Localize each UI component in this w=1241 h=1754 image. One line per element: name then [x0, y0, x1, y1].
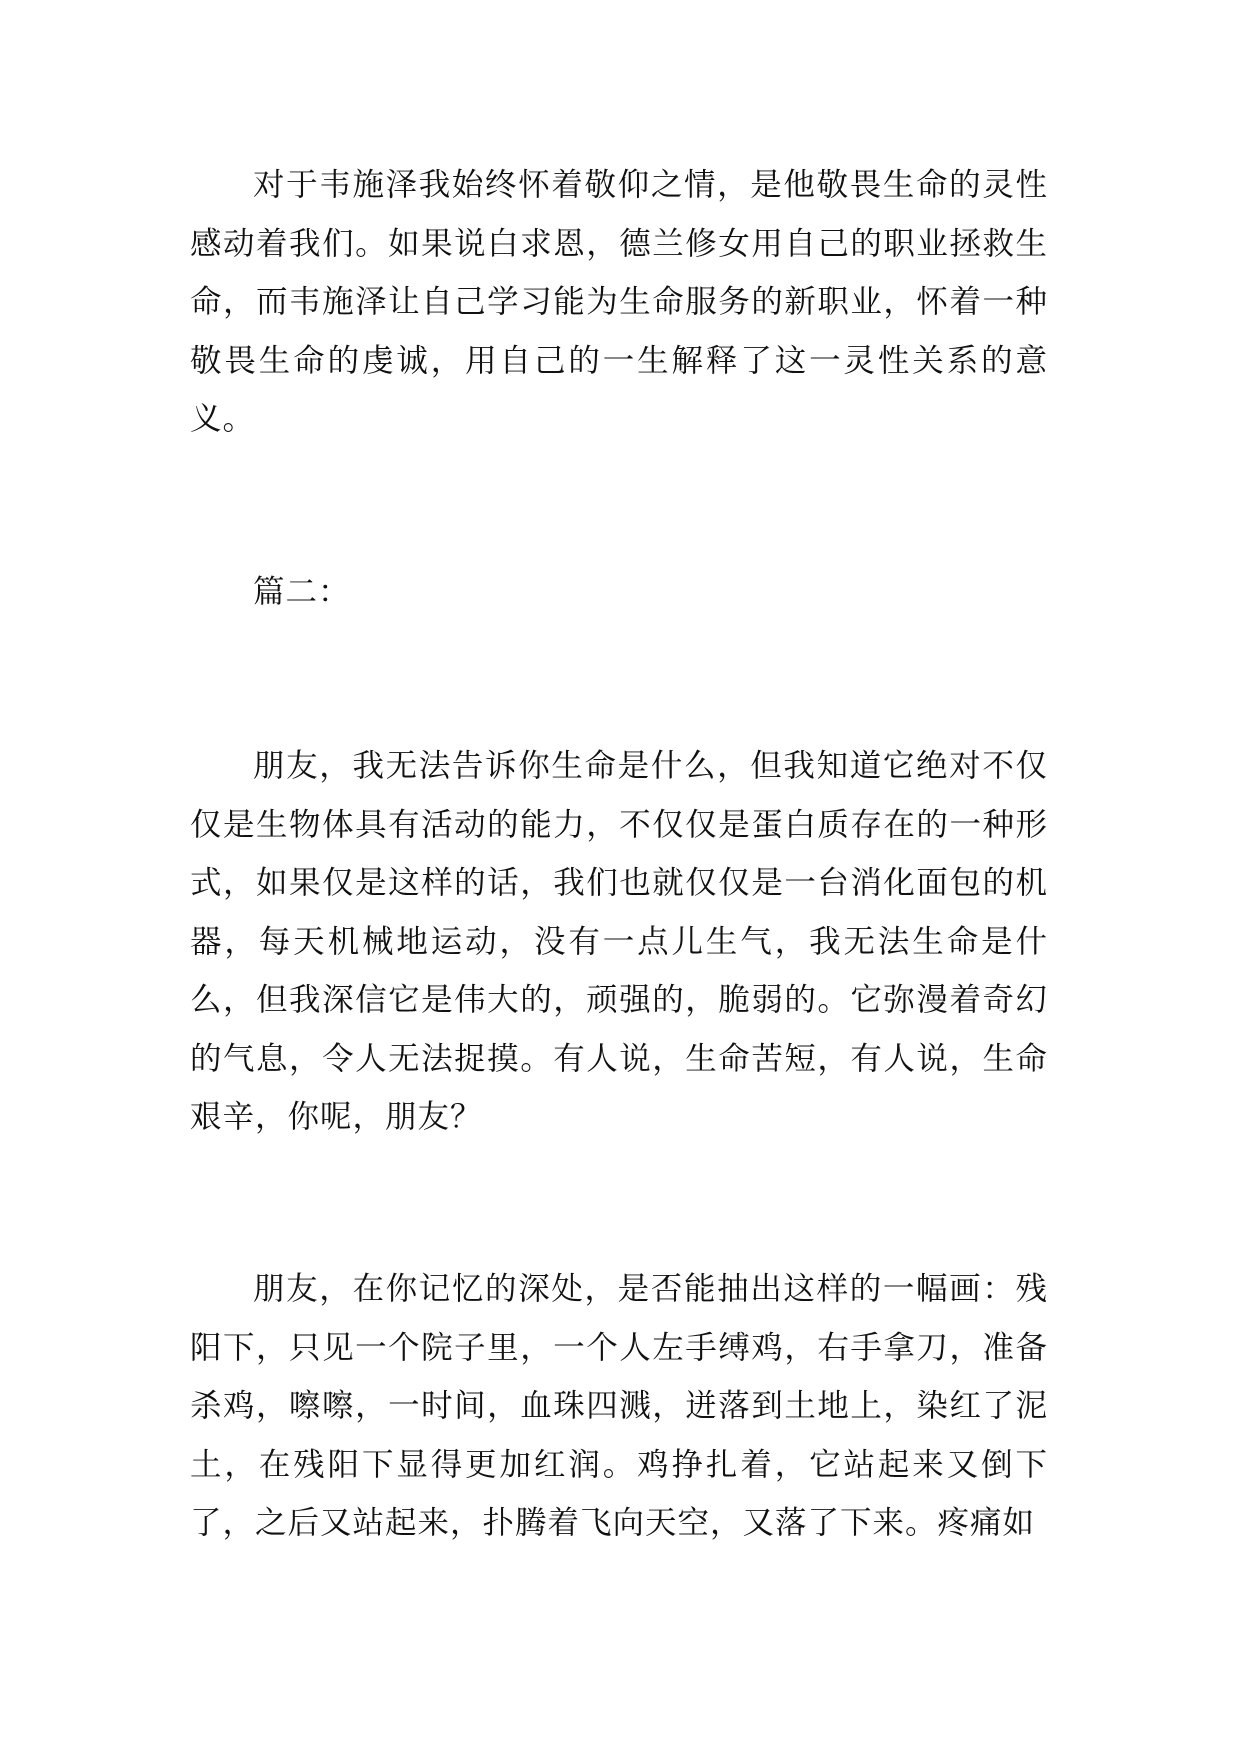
section-heading-part-two: 篇二： — [253, 574, 351, 610]
paragraph-what-is-life: 朋友，我无法告诉你生命是什么，但我知道它绝对不仅仅是生物体具有活动的能力，不仅仅是蛋白质存在的一种形式，如果仅是这样的话，我们也就仅仅是一台消化面包的机器，每天机械地运动，没有一点儿生气，我无法生命是什么，但我深信它是伟大的，顽强的，脆弱的。它弥漫着奇幻的气息，令人无法捉摸。有人说，生命苦短，有人说，生命艰辛，你呢，朋友？ — [190, 748, 1048, 1135]
paragraph-schweitzer: 对于韦施泽我始终怀着敬仰之情，是他敬畏生命的灵性感动着我们。如果说白求恩，德兰修女用自己的职业拯救生命，而韦施泽让自己学习能为生命服务的新职业，怀着一种敬畏生命的虔诚，用自己的一生解释了这一灵性关系的意义。 — [190, 167, 1048, 437]
paragraph-memory-scene: 朋友，在你记忆的深处，是否能抽出这样的一幅画：残阳下，只见一个院子里，一个人左手缚鸡，右手拿刀，准备杀鸡，嚓嚓，一时间，血珠四溅，迸落到土地上，染红了泥土，在残阳下显得更加红润。鸡挣扎着，它站起来又倒下了，之后又站起来，扑腾着飞向天空，又落了下来。疼痛如 — [190, 1271, 1048, 1541]
